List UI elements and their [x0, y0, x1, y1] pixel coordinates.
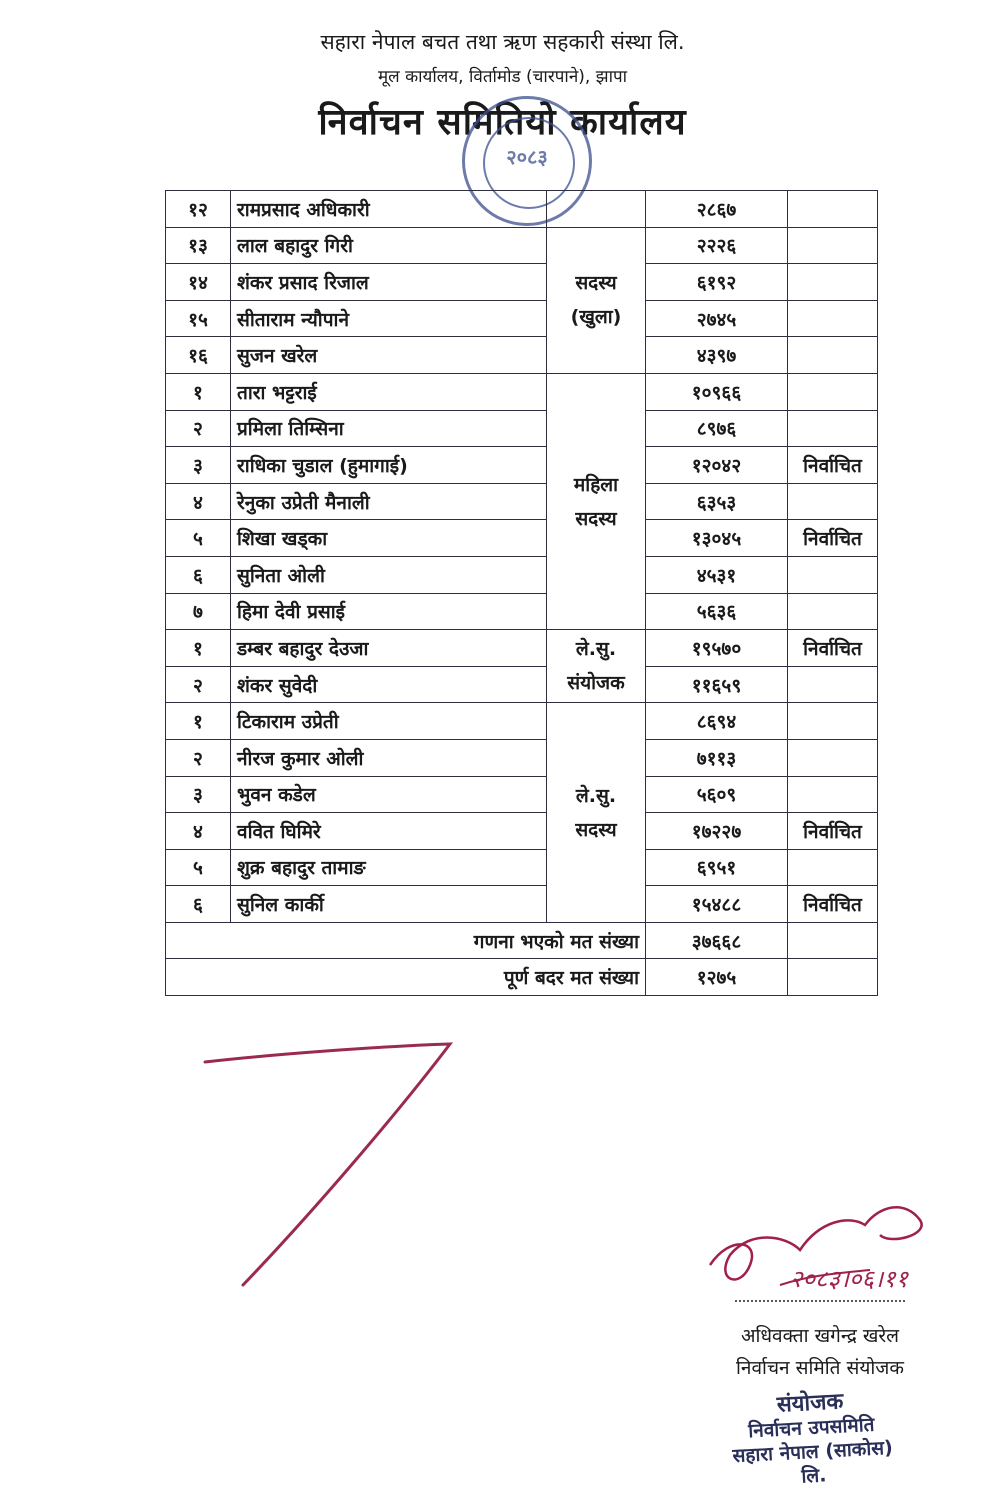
- post-label-line1: महिला: [573, 473, 619, 496]
- counted-votes-label: गणना भएको मत संख्या: [166, 922, 646, 959]
- table-row: [166, 264, 878, 301]
- vote-count: ६९५१: [646, 849, 788, 886]
- vote-count: २२२६: [646, 227, 788, 264]
- table-row: [166, 410, 878, 447]
- post-label-line2: संयोजक: [567, 672, 625, 695]
- vote-count: २७४५: [646, 300, 788, 337]
- table-row: [166, 886, 878, 923]
- candidate-name: लाल बहादुर गिरी: [231, 227, 547, 264]
- result-status: [788, 849, 878, 886]
- serial-number: १: [166, 703, 231, 740]
- table-row: [166, 630, 878, 667]
- signatory-position: निर्वाचन समिति संयोजक: [736, 1357, 904, 1379]
- table-row: [166, 556, 878, 593]
- post-open-member: [547, 227, 646, 373]
- counted-votes-empty: [788, 922, 878, 959]
- result-status: [788, 703, 878, 740]
- post-account-supervisor-coordinator: [547, 630, 646, 703]
- table-row: [166, 776, 878, 813]
- candidate-name: तारा भट्टराई: [231, 373, 547, 410]
- vote-count: ११६५९: [646, 666, 788, 703]
- candidate-name: रेनुका उप्रेती मैनाली: [231, 483, 547, 520]
- vote-count: १०९६६: [646, 373, 788, 410]
- invalid-votes-empty: [788, 959, 878, 996]
- counted-votes-value: ३७६६८: [646, 922, 788, 959]
- seal-line-1: संयोजक: [776, 1389, 844, 1418]
- candidate-name: रामप्रसाद अधिकारी: [231, 191, 547, 228]
- table-row: [166, 703, 878, 740]
- result-status: निर्वाचित: [788, 813, 878, 850]
- table-row: [166, 739, 878, 776]
- vote-count: ६३५३: [646, 483, 788, 520]
- result-status: [788, 776, 878, 813]
- result-status: [788, 300, 878, 337]
- vote-count: ७११३: [646, 739, 788, 776]
- serial-number: ६: [166, 556, 231, 593]
- candidate-name: शंकर सुवेदी: [231, 666, 547, 703]
- candidate-name: शंकर प्रसाद रिजाल: [231, 264, 547, 301]
- serial-number: २: [166, 666, 231, 703]
- serial-number: ४: [166, 483, 231, 520]
- candidate-name: शुक्र बहादुर तामाङ: [231, 849, 547, 886]
- candidate-name: नीरज कुमार ओली: [231, 739, 547, 776]
- candidate-name: भुवन कडेल: [231, 776, 547, 813]
- result-status: निर्वाचित: [788, 520, 878, 557]
- vote-count: ८६९४: [646, 703, 788, 740]
- serial-number: १: [166, 373, 231, 410]
- committee-seal: [720, 1387, 905, 1492]
- table-row: [166, 849, 878, 886]
- result-status: [788, 373, 878, 410]
- serial-number: १५: [166, 300, 231, 337]
- post-label-line2: सदस्य: [575, 507, 617, 530]
- vote-count: ८९७६: [646, 410, 788, 447]
- result-status: [788, 264, 878, 301]
- result-status: निर्वाचित: [788, 886, 878, 923]
- serial-number: ३: [166, 776, 231, 813]
- serial-number: १६: [166, 337, 231, 374]
- stamp-year: २०८३: [506, 145, 548, 169]
- table-row: [166, 813, 878, 850]
- result-status: [788, 410, 878, 447]
- post-label-line1: ले.सु.: [575, 638, 617, 661]
- vote-count: १७२२७: [646, 813, 788, 850]
- serial-number: २: [166, 410, 231, 447]
- signatory-name: अधिवक्ता खगेन्द्र खरेल: [740, 1325, 900, 1347]
- serial-number: १२: [166, 191, 231, 228]
- serial-number: ५: [166, 520, 231, 557]
- result-status: [788, 191, 878, 228]
- result-status: निर्वाचित: [788, 447, 878, 484]
- candidate-name: सुनिल कार्की: [231, 886, 547, 923]
- table-row: [166, 593, 878, 630]
- page-title: निर्वाचन समितियो कार्यालय: [318, 102, 687, 143]
- invalid-votes-label: पूर्ण बदर मत संख्या: [166, 959, 646, 996]
- table-row: [166, 227, 878, 264]
- serial-number: १३: [166, 227, 231, 264]
- serial-number: ४: [166, 813, 231, 850]
- serial-number: १: [166, 630, 231, 667]
- serial-number: ५: [166, 849, 231, 886]
- election-results-table: [165, 190, 878, 996]
- post-women-member: [547, 373, 646, 629]
- signature-dotted-line: [735, 1300, 905, 1302]
- table-row: [166, 337, 878, 374]
- signature-date: २०८३।०६।११: [790, 1265, 909, 1293]
- initial-mark-icon: [195, 1040, 465, 1300]
- vote-count: ५६०९: [646, 776, 788, 813]
- table-row: [166, 447, 878, 484]
- result-status: निर्वाचित: [788, 630, 878, 667]
- table-row: [166, 520, 878, 557]
- seal-line-2: निर्वाचन उपसमिति: [747, 1413, 875, 1443]
- result-status: [788, 556, 878, 593]
- post-label-line2: (खुला): [570, 306, 622, 329]
- candidate-name: सुनिता ओली: [231, 556, 547, 593]
- table-row: [166, 191, 878, 228]
- table-row: [166, 373, 878, 410]
- total-counted-row: [166, 922, 878, 959]
- result-status: [788, 227, 878, 264]
- result-status: [788, 337, 878, 374]
- result-status: [788, 593, 878, 630]
- vote-count: ४३९७: [646, 337, 788, 374]
- candidate-name: सीताराम न्यौपाने: [231, 300, 547, 337]
- vote-count: ५६३६: [646, 593, 788, 630]
- seal-line-3: सहारा नेपाल (साकोस) लि.: [731, 1436, 894, 1488]
- candidate-name: राधिका चुडाल (हुमागाई): [231, 447, 547, 484]
- total-invalid-row: [166, 959, 878, 996]
- table-row: [166, 300, 878, 337]
- candidate-name: डम्बर बहादुर देउजा: [231, 630, 547, 667]
- result-status: [788, 666, 878, 703]
- post-label-line2: सदस्य: [575, 818, 617, 841]
- post-cell-empty: [547, 191, 646, 228]
- result-status: [788, 483, 878, 520]
- vote-count: १२०४२: [646, 447, 788, 484]
- office-address: मूल कार्यालय, विर्तामोड (चारपाने), झापा: [377, 67, 628, 87]
- vote-count: ६१९२: [646, 264, 788, 301]
- table-row: [166, 666, 878, 703]
- vote-count: २८६७: [646, 191, 788, 228]
- handwritten-signature-icon: [690, 1195, 960, 1315]
- candidate-name: शिखा खड्का: [231, 520, 547, 557]
- candidate-name: टिकाराम उप्रेती: [231, 703, 547, 740]
- result-status: [788, 739, 878, 776]
- vote-count: १९५७०: [646, 630, 788, 667]
- serial-number: ६: [166, 886, 231, 923]
- table-row: [166, 483, 878, 520]
- post-label-line1: ले.सु.: [575, 784, 617, 807]
- post-label-line1: सदस्य: [575, 272, 617, 295]
- serial-number: ३: [166, 447, 231, 484]
- candidate-name: हिमा देवी प्रसाई: [231, 593, 547, 630]
- vote-count: १३०४५: [646, 520, 788, 557]
- organization-name: सहारा नेपाल बचत तथा ऋण सहकारी संस्था लि.: [320, 30, 685, 54]
- candidate-name: ववित घिमिरे: [231, 813, 547, 850]
- post-account-supervisor-member: [547, 703, 646, 923]
- serial-number: ७: [166, 593, 231, 630]
- serial-number: १४: [166, 264, 231, 301]
- serial-number: २: [166, 739, 231, 776]
- vote-count: १५४८८: [646, 886, 788, 923]
- candidate-name: प्रमिला तिम्सिना: [231, 410, 547, 447]
- candidate-name: सुजन खरेल: [231, 337, 547, 374]
- vote-count: ४५३१: [646, 556, 788, 593]
- invalid-votes-value: १२७५: [646, 959, 788, 996]
